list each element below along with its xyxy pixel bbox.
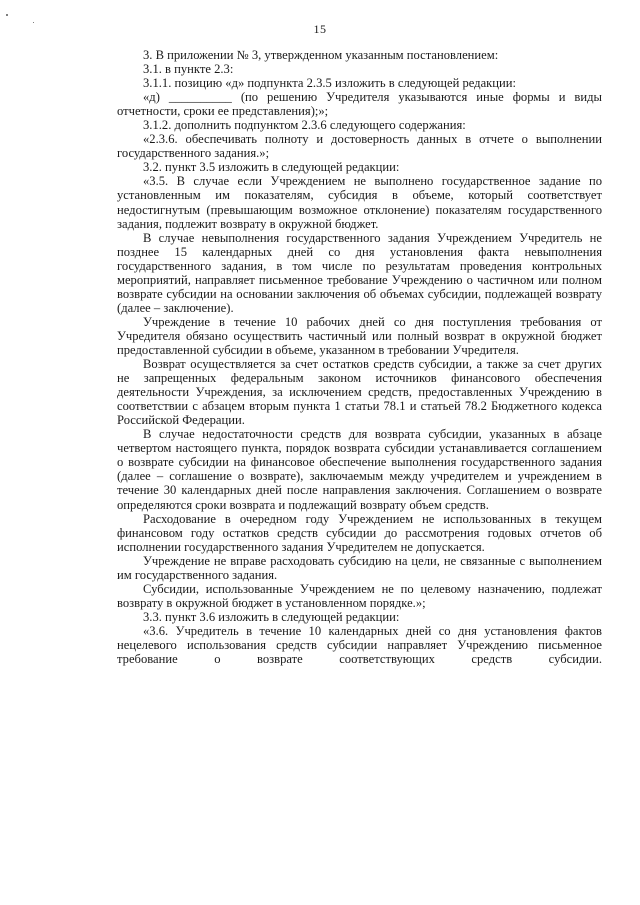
paragraph-3-1-2: 3.1.2. дополнить подпунктом 2.3.6 следующего содержания: — [143, 118, 466, 133]
document-body — [117, 48, 602, 666]
paragraph-3-1-1: 3.1.1. позицию «д» подпункта 2.3.5 изложить в следующей редакции: — [143, 76, 517, 91]
paragraph-insufficient-funds: В случае недостаточности средств для возврата субсидии, указанных в абзаце четвертом настоящего пункта, порядок возврата субсидии устанавливается соглашением о возврате субсидии на финансовое обеспечение выполнения государственного задания (далее – соглашение о возврате), заключаемым между учредителем и учреждением в течение 30 календарных дней после направления заключения. Соглашением о возврате определяются сроки возврата и подлежащий возврату объем средств. — [117, 427, 602, 512]
paragraph-3-2: 3.2. пункт 3.5 изложить в следующей редакции: — [143, 160, 400, 175]
paragraph-2-3-6: «2.3.6. обеспечивать полноту и достоверность данных в отчете о выполнении государственного задания.»; — [117, 132, 602, 161]
paragraph-return-source: Возврат осуществляется за счет остатков средств субсидии, а также за счет других не запрещенных федеральным законом источников финансового обеспечения деятельности Учреждения, за исключением средств, предоставленных Учреждению в соответствии с абзацем вторым пункта 1 статьи 78.1 и статьей 78.2 Бюджетного кодекса Российской Федерации. — [117, 357, 602, 428]
paragraph-appendix-3: 3. В приложении № 3, утвержденном указанным постановлением: — [143, 48, 499, 62]
page-number: 15 — [313, 22, 327, 36]
paragraph-spending-next-year: Расходование в очередном году Учреждением не использованных в текущем финансовом году остатков средств субсидии до рассмотрения годовых отчетов об исполнении государственного задания Учредителем не допускается. — [117, 511, 602, 554]
paragraph-misuse-return: Субсидии, использованные Учреждением не по целевому назначению, подлежат возврату в окружной бюджет в установленном порядке.»; — [117, 581, 602, 610]
paragraph-no-other-purposes: Учреждение не вправе расходовать субсидию на цели, не связанные с выполнением им государственного задания. — [117, 553, 602, 582]
paragraph-return-10-days: Учреждение в течение 10 рабочих дней со дня поступления требования от Учредителя обязано осуществить частичный или полный возврат в окружной бюджет предоставленной субсидии в объеме, указанном в требовании Учредителя. — [117, 314, 602, 357]
paragraph-3-3: 3.3. пункт 3.6 изложить в следующей редакции: — [143, 609, 400, 624]
paragraph-3-1: 3.1. в пункте 2.3: — [143, 62, 234, 77]
paragraph-3-6: «3.6. Учредитель в течение 10 календарных дней со дня установления фактов нецелевого использования средств субсидии направляет Учреждению письменное требование о возврате соответствующих средств субсидии. — [117, 623, 602, 667]
paragraph-3-5: «3.5. В случае если Учреждением не выполнено государственное задание по установленным им показателям, субсидия в объеме, который соответствует недостигнутым (превышающим возможное отклонение) показателям государственного задания, подлежит возврату в окружной бюджет. — [117, 174, 602, 231]
paragraph-non-fulfillment: В случае невыполнения государственного задания Учреждением Учредитель не позднее 15 календарных дней со дня установления факта невыполнения государственного задания, в том числе по результатам проведения контрольных мероприятий, направляет письменное требование Учреждению о частичном или полном возврате субсидии на основании заключения об объемах субсидии, подлежащей возврату (далее – заключение). — [117, 230, 602, 315]
scan-speck — [6, 14, 8, 16]
paragraph-item-d: «д) __________ (по решению Учредителя указываются иные формы и виды отчетности, сроки ее представления);»; — [117, 90, 602, 119]
